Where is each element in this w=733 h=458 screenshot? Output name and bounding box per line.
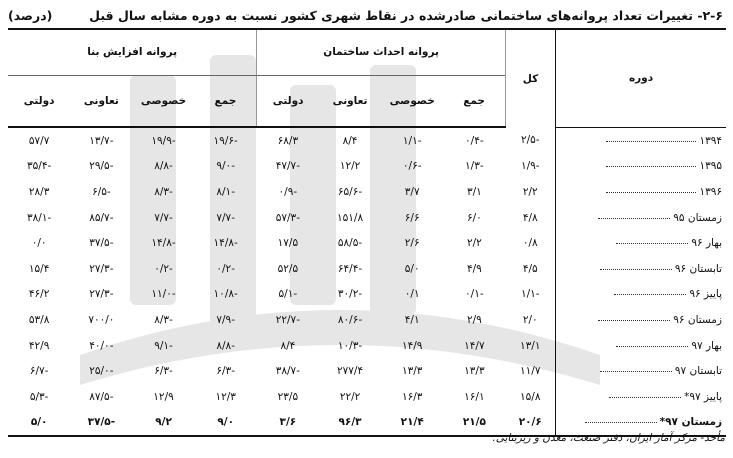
value-cell: -۱۴/۸	[151, 237, 176, 250]
data-table	[8, 28, 726, 437]
value-cell: -۹/۱	[154, 339, 173, 352]
value-cell: -۶۵/۶	[337, 185, 363, 198]
value-cell: ۱۲/۹	[153, 390, 174, 403]
header-private: خصوصی	[132, 75, 194, 127]
value-cell: ۶۸/۳	[277, 134, 299, 147]
period-cell: ۱۳۹۶	[556, 179, 726, 205]
table-row	[8, 179, 726, 205]
value-cell: ۵۲/۵	[277, 262, 299, 275]
value-cell: -۱۴/۸	[213, 237, 238, 250]
value-cell: -۵۸/۵	[337, 237, 363, 250]
value-cell: ۲/۲	[522, 185, 538, 198]
value-cell: -۰/۶	[402, 160, 422, 173]
value-cell: ۶/۰	[466, 211, 482, 224]
value-cell: ۱۳/۳	[464, 365, 485, 378]
value-cell: ۷۰۰/۰	[88, 313, 115, 326]
value-cell: -۳۵/۴	[27, 160, 52, 173]
value-cell: -۳۷/۵	[70, 410, 132, 437]
period-cell: تابستان ۹۶	[556, 256, 726, 282]
value-cell: -۱/۱	[402, 134, 422, 147]
period-cell: تابستان ۹۷	[556, 358, 726, 384]
value-cell: -۰/۲	[216, 262, 235, 275]
value-cell: -۳۷/۵	[89, 237, 114, 250]
unit-label: (درصد)	[8, 8, 53, 23]
value-cell: ۱۳/۳	[401, 365, 423, 378]
value-cell: ۱۵/۸	[520, 390, 541, 403]
source-note: مأخذ- مرکز آمار ایران، دفتر صنعت، معدن و زیربنایی.	[492, 432, 725, 444]
value-cell: -۸۵/۷	[89, 211, 114, 224]
value-cell: -۶/۳	[216, 365, 235, 378]
value-cell: -۰/۱	[465, 288, 484, 301]
header-government: دولتی	[257, 75, 319, 127]
value-cell: ۰/۱	[404, 288, 420, 301]
header-cooperative: تعاونی	[70, 75, 132, 127]
value-cell: -۲/۵	[520, 134, 540, 147]
value-cell: -۱/۳	[465, 160, 484, 173]
value-cell: -۳۸/۷	[275, 365, 300, 378]
period-cell: پاییز ۹۶	[556, 282, 726, 308]
header-period: دوره	[556, 29, 726, 127]
value-cell: ۵/۰	[8, 410, 70, 437]
header-group-extension: پروانه افزایش بنا	[8, 29, 257, 75]
period-cell: ۱۳۹۴	[556, 127, 726, 154]
table-row	[8, 230, 726, 256]
value-cell: -۳۰/۲	[337, 288, 363, 301]
value-cell: ۱۳/۱	[520, 339, 541, 352]
value-cell: ۵/۰	[404, 262, 420, 275]
header-sum: جمع	[443, 75, 505, 127]
value-cell: -۴۰/۰	[89, 339, 114, 352]
table-row	[8, 358, 726, 384]
value-cell: -۹/۰	[216, 160, 235, 173]
value-cell: ۰/۰	[31, 237, 47, 250]
value-cell: ۶/۶	[404, 211, 420, 224]
value-cell: -۱/۹	[520, 160, 540, 173]
period-cell: زمستان ۹۵	[556, 205, 726, 231]
value-cell: ۹/۲	[132, 410, 194, 437]
period-cell: زمستان ۹۷*	[556, 410, 726, 437]
value-cell: -۷/۷	[154, 211, 173, 224]
value-cell: ۱۴/۷	[464, 339, 485, 352]
table-title: ۲-۶- تغییرات تعداد پروانه‌های ساختمانی صادرشده در نقاط شهری کشور نسبت به دوره مشابه سال قبل	[89, 8, 723, 23]
table-row	[8, 154, 726, 180]
value-cell: ۲۷۷/۴	[336, 365, 364, 378]
value-cell: -۸/۳	[154, 313, 173, 326]
value-cell: ۱۴/۹	[401, 339, 423, 352]
value-cell: -۸/۱	[216, 185, 235, 198]
value-cell: ۴/۹	[466, 262, 482, 275]
value-cell: ۱۶/۳	[401, 390, 423, 403]
value-cell: ۴۶/۲	[28, 288, 50, 301]
value-cell: -۶/۵	[92, 185, 111, 198]
value-cell: -۷/۷	[216, 211, 235, 224]
period-cell: ۱۳۹۵	[556, 154, 726, 180]
value-cell: ۲/۶	[404, 237, 420, 250]
value-cell: ۴/۸	[522, 211, 538, 224]
value-cell: ۲/۲	[466, 237, 482, 250]
value-cell: ۴۲/۹	[28, 339, 50, 352]
table-body	[8, 127, 726, 436]
value-cell: -۱/۱	[520, 288, 540, 301]
table-row	[8, 205, 726, 231]
value-cell: -۲۷/۳	[89, 262, 114, 275]
header-government: دولتی	[8, 75, 70, 127]
value-cell: -۶/۳	[154, 365, 173, 378]
header-group-construction: پروانه احداث ساختمان	[257, 29, 506, 75]
table-container	[8, 28, 726, 437]
value-cell: ۹/۰	[195, 410, 257, 437]
header-private: خصوصی	[381, 75, 443, 127]
value-cell: -۴۷/۷	[275, 160, 300, 173]
table-row	[8, 282, 726, 308]
value-cell: -۰/۲	[154, 262, 173, 275]
header-cooperative: تعاونی	[319, 75, 381, 127]
value-cell: -۵/۳	[29, 390, 49, 403]
value-cell: ۲۱/۴	[381, 410, 443, 437]
period-cell: زمستان ۹۶	[556, 307, 726, 333]
value-cell: ۲۱/۵	[443, 410, 505, 437]
value-cell: ۹۶/۳	[319, 410, 381, 437]
value-cell: ۱۶/۱	[464, 390, 485, 403]
table-row	[8, 127, 726, 154]
value-cell: -۱۹/۶	[213, 134, 238, 147]
value-cell: ۵۳/۸	[28, 313, 50, 326]
value-cell: ۸/۴	[342, 134, 358, 147]
table-row	[8, 384, 726, 410]
value-cell: ۱۲/۳	[215, 390, 236, 403]
value-cell: ۳/۱	[466, 185, 482, 198]
value-cell: ۱۷/۵	[277, 237, 299, 250]
value-cell: -۱۳/۷	[89, 134, 114, 147]
value-cell: ۳/۷	[404, 185, 420, 198]
table-row	[8, 307, 726, 333]
value-cell: -۸/۸	[154, 160, 173, 173]
value-cell: ۱۵۱/۸	[336, 211, 364, 224]
value-cell: -۸۷/۵	[89, 390, 114, 403]
value-cell: ۲۰/۶	[505, 410, 555, 437]
value-cell: -۸/۸	[216, 339, 235, 352]
value-cell: ۵۷/۷	[28, 134, 50, 147]
table-row	[8, 333, 726, 359]
value-cell: -۱۰/۳	[337, 339, 363, 352]
value-cell: -۲۹/۵	[89, 160, 114, 173]
value-cell: ۱۲/۲	[339, 160, 361, 173]
value-cell: -۶/۷	[29, 365, 49, 378]
value-cell: -۸۰/۶	[337, 313, 363, 326]
value-cell: -۰/۹	[278, 185, 298, 198]
value-cell: ۴/۵	[522, 262, 538, 275]
value-cell: -۲۷/۳	[89, 288, 114, 301]
header	[8, 8, 723, 26]
value-cell: -۶۴/۴	[337, 262, 363, 275]
value-cell: ۱۵/۴	[28, 262, 50, 275]
value-cell: -۷/۹	[216, 313, 235, 326]
period-cell: بهار ۹۷	[556, 333, 726, 359]
value-cell: -۸/۳	[154, 185, 173, 198]
value-cell: ۳/۶	[257, 410, 319, 437]
value-cell: ۲۲/۲	[339, 390, 361, 403]
value-cell: -۵۷/۳	[275, 211, 300, 224]
value-cell: ۸/۴	[280, 339, 296, 352]
value-cell: ۴/۱	[404, 313, 420, 326]
value-cell: ۰/۸	[522, 237, 538, 250]
value-cell: ۲۳/۵	[277, 390, 299, 403]
value-cell: -۳۸/۱	[27, 211, 52, 224]
value-cell: ۲۸/۳	[28, 185, 50, 198]
value-cell: ۱۱/۷	[520, 365, 541, 378]
value-cell: -۵/۱	[278, 288, 298, 301]
value-cell: ۲/۹	[466, 313, 482, 326]
value-cell: -۰/۴	[465, 134, 484, 147]
value-cell: -۱۰/۸	[213, 288, 238, 301]
header-sum: جمع	[195, 75, 257, 127]
table-row	[8, 256, 726, 282]
value-cell: -۱۱/۰	[151, 288, 176, 301]
header-total: کل	[505, 29, 555, 127]
period-cell: بهار ۹۶	[556, 230, 726, 256]
value-cell: -۱۹/۹	[151, 134, 176, 147]
value-cell: ۲/۰	[522, 313, 538, 326]
value-cell: -۲۲/۷	[275, 313, 300, 326]
value-cell: -۲۵/۰	[89, 365, 114, 378]
period-cell: پاییز ۹۷*	[556, 384, 726, 410]
